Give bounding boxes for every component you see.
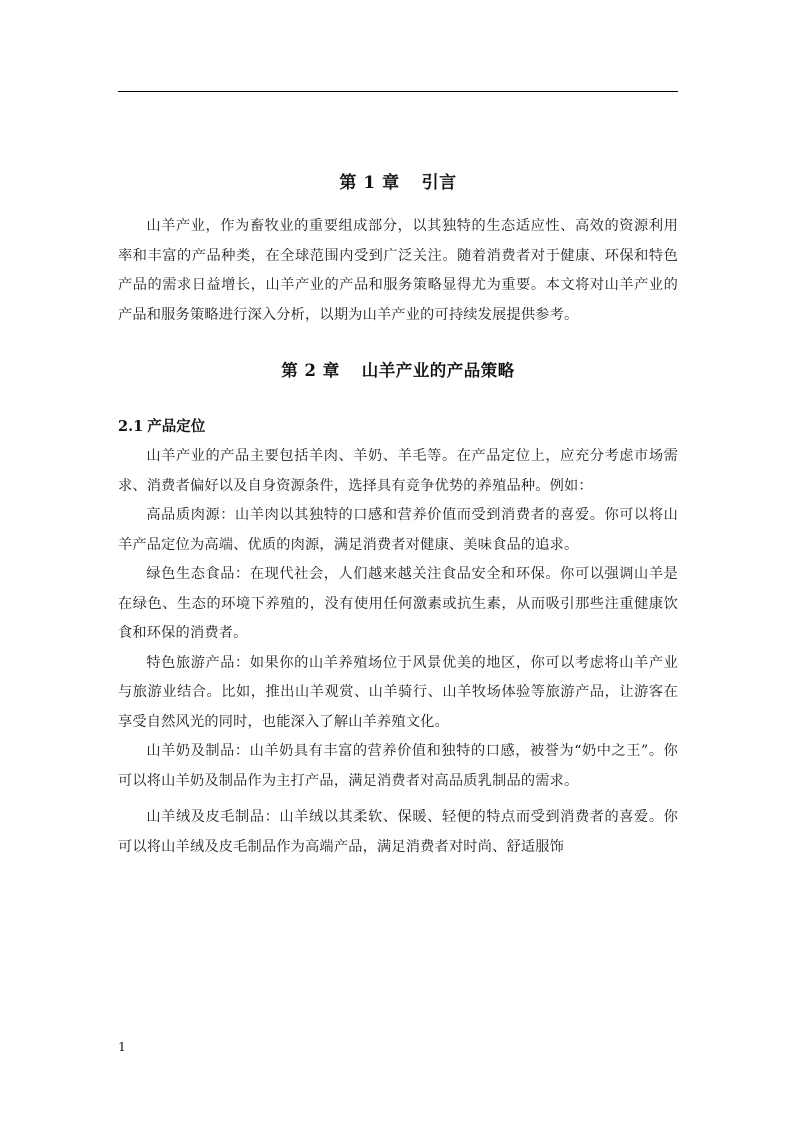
section-2-1-paragraph-3: 绿色生态食品：在现代社会，人们越来越关注食品安全和环保。你可以强调山羊是在绿色、生态的环境下养殖的，没有使用任何激素或抗生素，从而吸引那些注重健康饮食和环保的消费者。 xyxy=(118,566,678,641)
section-2-1-heading xyxy=(118,402,678,442)
chapter-2-number: 第 2 章 xyxy=(281,361,340,380)
chapter-1-number: 第 1 章 xyxy=(339,173,400,193)
section-2-1-paragraph-1: 山羊产业的产品主要包括羊肉、羊奶、羊毛等。在产品定位上，应充分考虑市场需求、消费者偏好以及自身资源条件，选择具有竞争优势的养殖品种。例如： xyxy=(118,448,678,494)
page-content xyxy=(118,152,678,862)
section-2-1-title: 产品定位 xyxy=(147,419,206,435)
header-rule-divider xyxy=(118,91,678,92)
page-number: 1 xyxy=(118,1039,126,1054)
page-footer xyxy=(118,1038,678,1066)
chapter-1-heading xyxy=(118,152,678,212)
section-2-1-paragraph-5: 山羊奶及制品：山羊奶具有丰富的营养价值和独特的口感，被誉为“奶中之王”。你可以将山羊奶及制品作为主打产品，满足消费者对高品质乳制品的需求。 xyxy=(118,743,678,789)
section-2-1-paragraph-2: 高品质肉源：山羊肉以其独特的口感和营养价值而受到消费者的喜爱。你可以将山羊产品定位为高端、优质的肉源，满足消费者对健康、美味食品的追求。 xyxy=(118,507,678,553)
chapter-2-heading xyxy=(118,330,678,402)
chapter-2-title: 山羊产业的产品策略 xyxy=(361,361,515,380)
chapter-1-paragraph-1: 山羊产业，作为畜牧业的重要组成部分，以其独特的生态适应性、高效的资源利用率和丰富的产品种类，在全球范围内受到广泛关注。随着消费者对于健康、环保和特色产品的需求日益增长，山羊产业的产品和服务策略显得尤为重要。本文将对山羊产业的产品和服务策略进行深入分析，以期为山羊产业的可持续发展提供参考。 xyxy=(118,218,678,323)
page-header xyxy=(118,60,678,92)
chapter-1-title: 引言 xyxy=(421,173,457,193)
section-2-1-paragraph-6: 山羊绒及皮毛制品：山羊绒以其柔软、保暖、轻便的特点而受到消费者的喜爱。你可以将山羊绒及皮毛制品作为高端产品，满足消费者对时尚、舒适服饰 xyxy=(118,809,678,855)
section-2-1-number: 2.1 xyxy=(118,418,144,435)
section-2-1-paragraph-4: 特色旅游产品：如果你的山羊养殖场位于风景优美的地区，你可以考虑将山羊产业与旅游业结合。比如，推出山羊观赏、山羊骑行、山羊牧场体验等旅游产品，让游客在享受自然风光的同时，也能深入了解山羊养殖文化。 xyxy=(118,654,678,730)
